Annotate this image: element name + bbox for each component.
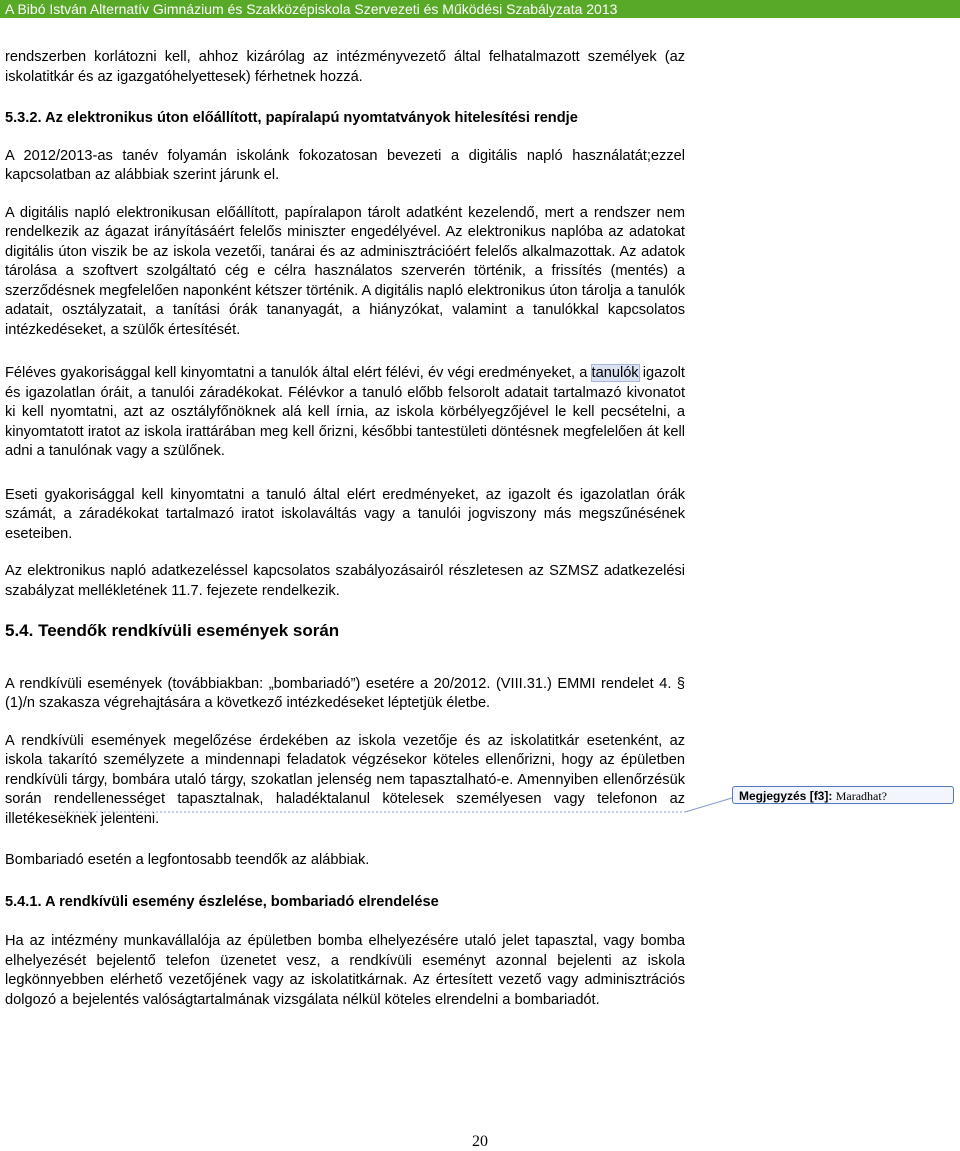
section-heading-5-3-2: 5.3.2. Az elektronikus úton előállított, papíralapú nyomtatványok hitelesítési rendje <box>5 110 578 126</box>
comment-anchor-highlight[interactable]: tanulók <box>591 365 639 381</box>
paragraph-text: Féléves gyakorisággal kell kinyomtatni a tanulók által elért félévi, év végi eredményeket, a <box>5 365 592 381</box>
document-header: A Bibó István Alternatív Gimnázium és Szakközépiskola Szervezeti és Működési Szabályzata 2013 <box>0 0 960 18</box>
page-number: 20 <box>472 1133 488 1150</box>
paragraph: A 2012/2013-as tanév folyamán iskolánk fokozatosan bevezeti a digitális napló használatát;ezzel kapcsolatban az alábbiak szerint járunk el. <box>5 147 685 183</box>
paragraph: rendszerben korlátozni kell, ahhoz kizárólag az intézményvezető által felhatalmazott személyek (az iskolatitkár és az igazgatóhelyettesek) férhetnek hozzá. <box>5 49 685 85</box>
comment-author: Megjegyzés [f3]: <box>739 789 833 803</box>
document-body <box>5 48 685 1028</box>
paragraph: Az elektronikus napló adatkezeléssel kapcsolatos szabályozásairól részletesen az SZMSZ adatkezelési szabályzat mellékletének 11.7. fejezete rendelkezik. <box>5 563 685 599</box>
paragraph: A rendkívüli események (továbbiakban: „bombariadó”) esetére a 20/2012. (VIII.31.) EMMI rendelet 4. § (1)/n szakasza végrehajtására a következő intézkedéseket léptetjük életbe. <box>5 675 685 711</box>
paragraph: Bombariadó esetén a legfontosabb teendők az alábbiak. <box>5 852 370 868</box>
paragraph: Eseti gyakorisággal kell kinyomtatni a tanuló által elért eredményeket, az igazolt és igazolatlan órák számát, a záradékokat tartalmazó iratot iskolaváltás vagy a tanulói jogviszony más megszűnésének eseteiben. <box>5 486 685 542</box>
comment-text: Maradhat? <box>835 789 888 803</box>
section-heading-5-4-1: 5.4.1. A rendkívüli esemény észlelése, bombariadó elrendelése <box>5 893 439 910</box>
comment-balloon[interactable] <box>732 786 954 804</box>
section-heading-5-4: 5.4. Teendők rendkívüli események során <box>5 621 340 640</box>
paragraph-text: igazolt és igazolatlan óráit, a tanulói záradékokat. Félévkor a tanuló előbb felsorolt adatait tartalmazó kivonatot ki kell nyomtatni, azt az osztályfőnöknek alá kell írnia, az iskola körbélyegzőjével le kell pecsételni, a kinyomtatott iratot az iskola irattárában meg kell őrizni, későbbi tantestületi döntésnek megfelelően át kell adni a tanulónak vagy a szülőnek. <box>5 365 685 459</box>
paragraph: Ha az intézmény munkavállalója az épületben bomba elhelyezésére utaló jelet tapasztal, vagy bomba elhelyezését bejelentő telefon üzenetet vesz, a rendkívüli eseményt azonnal bejelenti az iskola legkönnyebben elérhető vezetőjének vagy az iskolatitkárnak. Az értesített vezető vagy adminisztrációs dolgozó a bejelentés valóságtartalmának vizsgálata nélkül köteles elrendelni a bombariadót. <box>5 933 685 1008</box>
paragraph: A rendkívüli események megelőzése érdekében az iskola vezetője és az iskolatitkár esetenként, az iskola takarító személyzete a mindennapi feladatok végzésekor köteles ellenőrizni, hogy az épületben rendkívüli tárgy, bombára utaló tárgy, szokatlan jelenség nem tapasztalható-e. Amennyiben ellenőrzésük során rendellenességet tapasztalnak, haladéktalanul kötelesek személyesen vagy telefonon az illetékeseknek jelenteni. <box>5 732 685 827</box>
paragraph-with-comment <box>5 364 685 462</box>
paragraph: A digitális napló elektronikusan előállított, papíralapon tárolt adatként kezelendő, mert a rendszer nem rendelkezik az ágazat irányításáért felelős miniszter engedélyével. Az elektronikus naplóba az adatokat digitális úton viszik be az iskola vezetői, tanárai és az adminisztrációért felelős alkalmazottak. Az adatok tárolása a szoftvert szolgáltató cég e célra használatos szerverén történik, a frissítés (mentés) a szerződésnek megfelelően naponként kétszer történik. A digitális napló elektronikus úton tárolja a tanulók adatait, osztályzatait, a tanítási órák tananyagát, a hiányzókat, valamint a tanulókkal kapcsolatos intézkedéseket, a szülők értesítését. <box>5 204 685 338</box>
